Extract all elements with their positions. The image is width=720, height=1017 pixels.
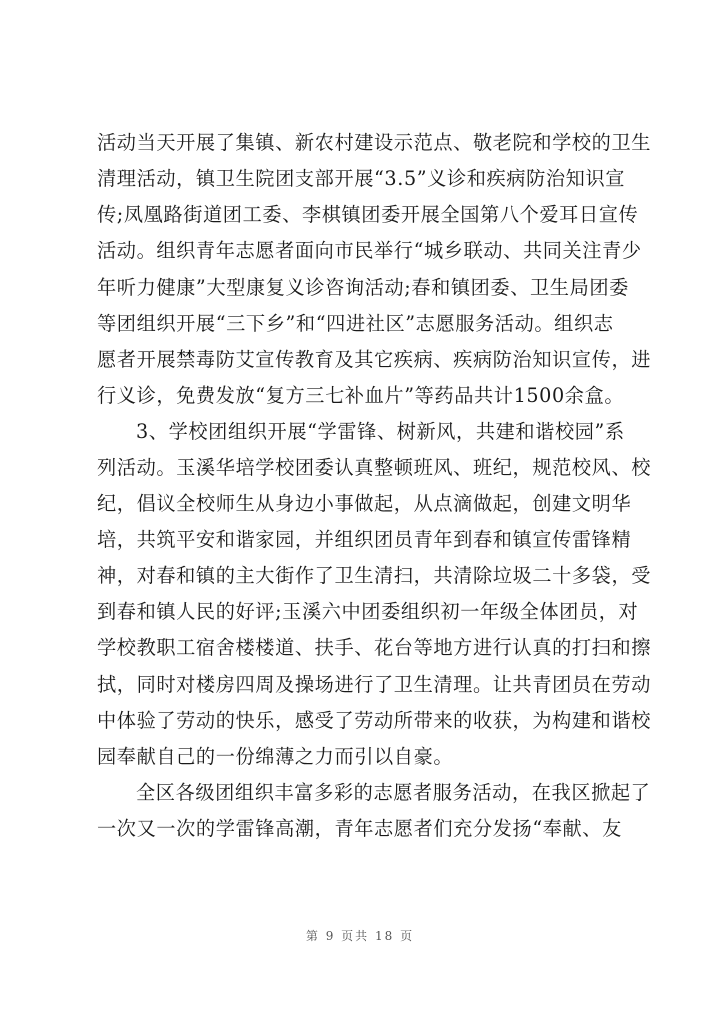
body-text-line: 清理活动，镇卫生院团支部开展“3.5”义诊和疾病防治知识宣	[97, 167, 626, 190]
paragraph-start-line: 全区各级团组织丰富多彩的志愿者服务活动，在我区掀起了	[136, 781, 651, 804]
body-text-line: 活动当天开展了集镇、新农村建设示范点、敬老院和学校的卫生	[97, 131, 652, 154]
body-text-line: 传;凤凰路街道团工委、李棋镇团委开展全国第八个爱耳日宣传	[97, 203, 639, 226]
page-number-footer: 第 9 页共 18 页	[305, 929, 415, 943]
body-text-line: 一次又一次的学雷锋高潮，青年志愿者们充分发扬“奉献、友	[97, 817, 622, 840]
body-text-line: 中体验了劳动的快乐，感受了劳动所带来的收获，为构建和谐校	[97, 709, 652, 732]
body-text-line: 年听力健康”大型康复义诊咨询活动;春和镇团委、卫生局团委	[97, 276, 629, 299]
body-text-line: 学校教职工宿舍楼楼道、扶手、花台等地方进行认真的打扫和擦	[97, 636, 652, 659]
body-text-line: 列活动。玉溪华培学校团委认真整顿班风、班纪，规范校风、校	[97, 456, 652, 479]
body-text-line: 活动。组织青年志愿者面向市民举行“城乡联动、共同关注青少	[97, 239, 642, 262]
body-text-line: 等团组织开展“三下乡”和“四进社区”志愿服务活动。组织志	[97, 312, 614, 335]
body-text-line: 愿者开展禁毒防艾宣传教育及其它疾病、疾病防治知识宣传，进	[97, 348, 652, 371]
body-text-line: 园奉献自己的一份绵薄之力而引以自豪。	[97, 745, 454, 768]
body-text-line: 纪，倡议全校师生从身边小事做起，从点滴做起，创建文明华	[97, 492, 632, 515]
body-text-line: 到春和镇人民的好评;玉溪六中团委组织初一年级全体团员，对	[97, 600, 639, 623]
paragraph-start-line: 3、学校团组织开展“学雷锋、树新风，共建和谐校园”系	[136, 420, 625, 443]
body-text-line: 行义诊，免费发放“复方三七补血片”等药品共计1500余盒。	[97, 384, 625, 407]
body-text-line: 拭，同时对楼房四周及操场进行了卫生清理。让共青团员在劳动	[97, 673, 652, 696]
body-text-line: 培，共筑平安和谐家园，并组织团员青年到春和镇宣传雷锋精	[97, 528, 632, 551]
body-text-line: 神，对春和镇的主大街作了卫生清扫，共清除垃圾二十多袋，受	[97, 564, 652, 587]
